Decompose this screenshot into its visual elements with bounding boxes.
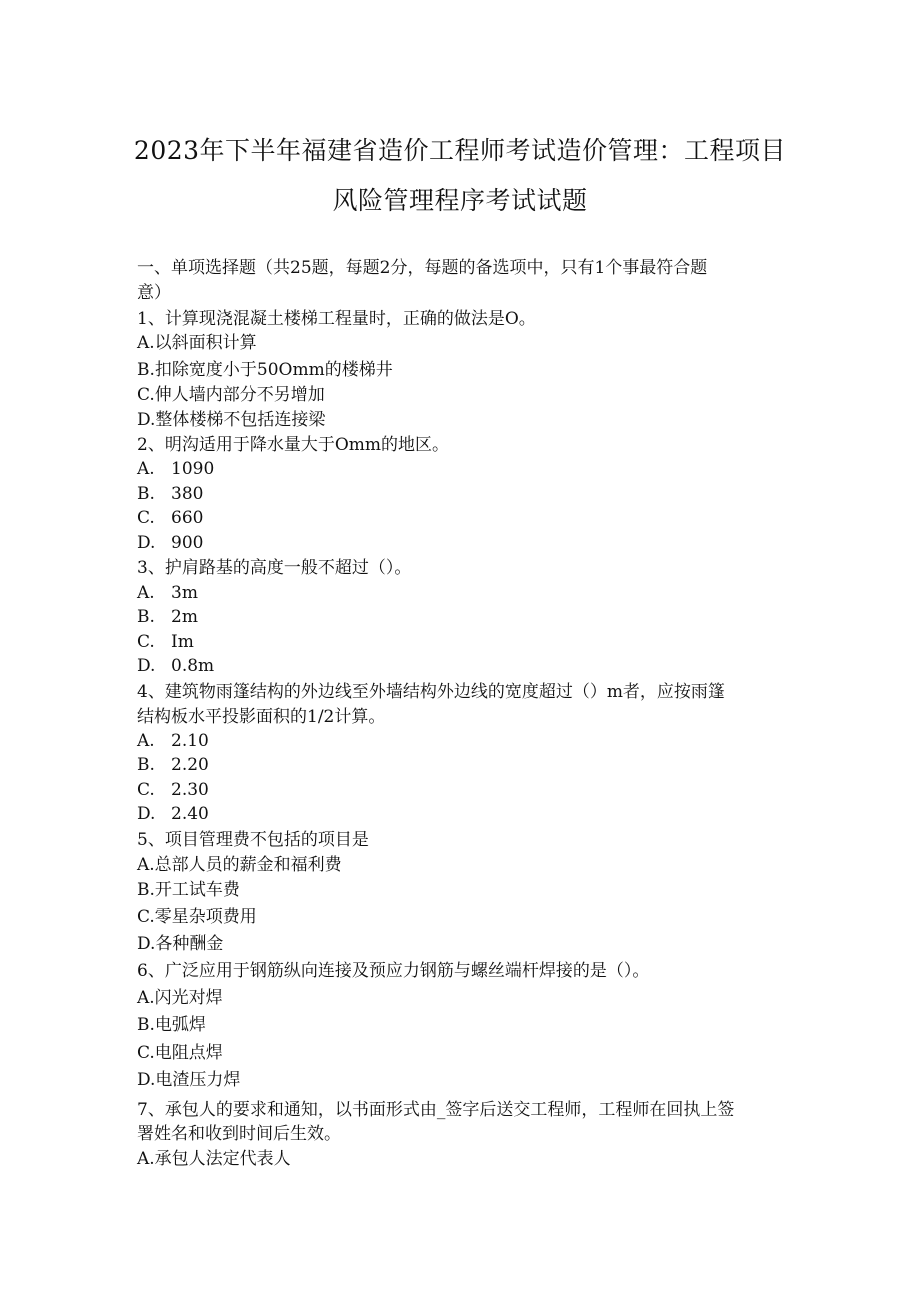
question-6-option-b: B.电弧焊 bbox=[137, 1015, 206, 1035]
option-value: 660 bbox=[171, 508, 204, 528]
question-4-stem-line-1: 4、建筑物雨篷结构的外边线至外墙结构外边线的宽度超过（）m者，应按雨篷 bbox=[137, 682, 725, 702]
document-title-line-1: 2023年下半年福建省造价工程师考试造价管理：工程项目 bbox=[133, 136, 787, 165]
question-2-option-c bbox=[137, 507, 797, 529]
question-6-stem: 6、广泛应用于钢筋纵向连接及预应力钢筋与螺丝端杆焊接的是（）。 bbox=[137, 961, 650, 981]
option-value: 0.8m bbox=[171, 656, 215, 676]
option-value: 2.20 bbox=[171, 755, 209, 775]
question-1-option-c: C.伸人墙内部分不另增加 bbox=[137, 385, 325, 405]
document-title-line-2: 风险管理程序考试试题 bbox=[332, 186, 588, 215]
question-7-stem-line-2: 署姓名和收到时间后生效。 bbox=[137, 1124, 341, 1144]
option-label: C. bbox=[137, 508, 155, 528]
option-label: B. bbox=[137, 607, 155, 627]
question-1-option-b: B.扣除宽度小于50Omm的楼梯井 bbox=[137, 360, 393, 380]
section-heading-line-2: 意） bbox=[137, 283, 171, 303]
question-1-option-a: A.以斜面积计算 bbox=[137, 333, 257, 353]
option-label: A. bbox=[137, 459, 155, 479]
option-label: B. bbox=[137, 755, 155, 775]
option-label: D. bbox=[137, 533, 156, 553]
question-3-stem: 3、护肩路基的高度一般不超过（）。 bbox=[137, 558, 412, 578]
question-4-option-c bbox=[137, 779, 797, 801]
option-value: 900 bbox=[171, 533, 204, 553]
question-5-option-b: B.开工试车费 bbox=[137, 880, 240, 900]
question-5-option-c: C.零星杂项费用 bbox=[137, 907, 257, 927]
question-6-option-d: D.电渣压力焊 bbox=[137, 1070, 241, 1090]
question-4-option-d bbox=[137, 803, 797, 825]
question-5-stem: 5、项目管理费不包括的项目是 bbox=[137, 830, 369, 850]
question-4-option-a bbox=[137, 730, 797, 752]
question-4-stem-line-2: 结构板水平投影面积的1/2计算。 bbox=[137, 707, 386, 727]
option-value: 1090 bbox=[171, 459, 215, 479]
question-6-option-a: A.闪光对焊 bbox=[137, 988, 223, 1008]
question-7-stem-line-1: 7、承包人的要求和通知，以书面形式由_签字后送交工程师，工程师在回执上签 bbox=[137, 1100, 735, 1120]
question-2-option-d bbox=[137, 532, 797, 554]
option-value: 2m bbox=[171, 607, 198, 627]
option-label: A. bbox=[137, 731, 155, 751]
question-4-option-b bbox=[137, 754, 797, 776]
option-label: A. bbox=[137, 583, 155, 603]
section-heading-line-1: 一、单项选择题（共25题，每题2分，每题的备选项中，只有1个事最符合题 bbox=[137, 258, 708, 278]
option-label: D. bbox=[137, 656, 156, 676]
option-value: 2.40 bbox=[171, 804, 209, 824]
question-1-stem: 1、计算现浇混凝土楼梯工程量时，正确的做法是O。 bbox=[137, 309, 536, 329]
option-value: 2.10 bbox=[171, 731, 209, 751]
question-3-option-a bbox=[137, 582, 797, 604]
question-5-option-a: A.总部人员的薪金和福利费 bbox=[137, 855, 342, 875]
option-value: 380 bbox=[171, 484, 204, 504]
question-3-option-d bbox=[137, 655, 797, 677]
question-3-option-b bbox=[137, 606, 797, 628]
question-5-option-d: D.各种酬金 bbox=[137, 934, 224, 954]
question-7-option-a: A.承包人法定代表人 bbox=[137, 1149, 291, 1169]
option-label: B. bbox=[137, 484, 155, 504]
option-value: 2.30 bbox=[171, 780, 209, 800]
option-value: Im bbox=[171, 632, 194, 652]
option-label: D. bbox=[137, 804, 156, 824]
option-label: C. bbox=[137, 632, 155, 652]
option-value: 3m bbox=[171, 583, 198, 603]
question-2-option-a bbox=[137, 458, 797, 480]
question-6-option-c: C.电阻点焊 bbox=[137, 1043, 223, 1063]
question-2-option-b bbox=[137, 483, 797, 505]
question-1-option-d: D.整体楼梯不包括连接梁 bbox=[137, 410, 326, 430]
question-3-option-c bbox=[137, 631, 797, 653]
option-label: C. bbox=[137, 780, 155, 800]
question-2-stem: 2、明沟适用于降水量大于Omm的地区。 bbox=[137, 435, 449, 455]
